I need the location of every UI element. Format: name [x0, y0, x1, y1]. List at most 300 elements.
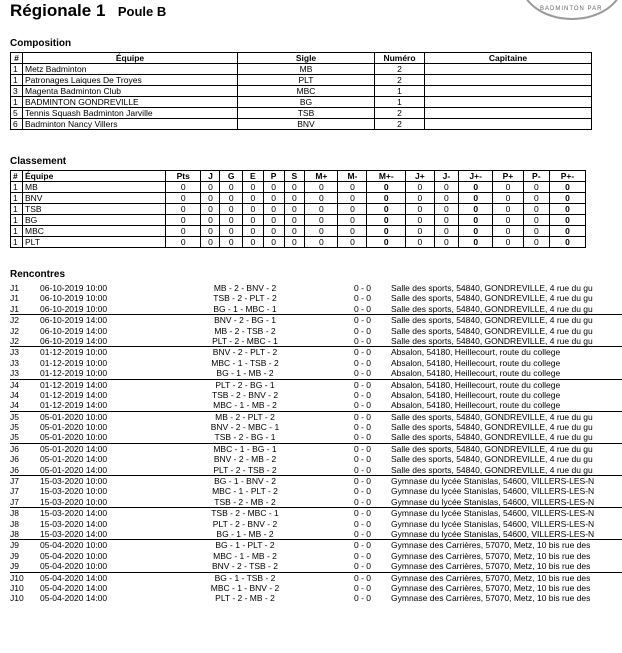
match-datetime: 15-03-2020 10:00 — [40, 486, 108, 497]
classement-col-header: P+- — [549, 171, 585, 182]
match-teams: TSB - 2 - BG - 1 — [214, 432, 276, 443]
match-score: 0 - 0 — [354, 593, 372, 604]
table-cell: 3 — [11, 86, 23, 97]
classement-col-header: P — [263, 171, 284, 182]
round-label: J2 — [10, 315, 19, 326]
match-datetime: 15-03-2020 14:00 — [40, 528, 108, 539]
table-cell: 0 — [367, 215, 406, 226]
table-cell: 0 — [406, 204, 435, 215]
match-score: 0 - 0 — [354, 315, 372, 326]
table-cell: 0 — [220, 182, 243, 193]
table-cell: 5 — [11, 108, 23, 119]
round-label: J4 — [10, 379, 19, 390]
match-score: 0 - 0 — [354, 347, 372, 358]
round-label: J1 — [10, 293, 19, 304]
match-row — [10, 507, 622, 518]
table-cell: TSB — [238, 108, 375, 119]
table-cell: 0 — [338, 182, 367, 193]
match-venue: Salle des sports, 54840, GONDREVILLE, 4 rue du gu — [391, 303, 593, 314]
match-score: 0 - 0 — [354, 325, 372, 336]
table-cell: 0 — [549, 237, 585, 248]
match-score: 0 - 0 — [354, 443, 372, 454]
classement-col-header: M- — [338, 171, 367, 182]
table-cell: 0 — [243, 226, 264, 237]
table-cell: 0 — [549, 226, 585, 237]
classement-col-header: M+ — [305, 171, 338, 182]
table-cell: 0 — [284, 182, 305, 193]
match-datetime: 05-01-2020 14:00 — [40, 454, 108, 465]
match-row — [10, 572, 622, 583]
table-row — [11, 75, 592, 86]
round-label: J9 — [10, 540, 19, 551]
table-cell: 0 — [338, 237, 367, 248]
match-teams: PLT - 2 - MB - 2 — [215, 593, 275, 604]
match-score: 0 - 0 — [354, 335, 372, 346]
round-label: J3 — [10, 347, 19, 358]
match-row — [10, 336, 622, 346]
table-cell: 0 — [459, 226, 493, 237]
match-score: 0 - 0 — [354, 528, 372, 539]
rencontres-list — [10, 283, 622, 604]
match-venue: Gymnase du lycée Stanislas, 54600, VILLERS-LES-N — [391, 518, 595, 529]
table-cell: 0 — [263, 204, 284, 215]
table-cell: 1 — [11, 97, 23, 108]
round-label: J7 — [10, 486, 19, 497]
classement-col-header: S — [284, 171, 305, 182]
match-row — [10, 539, 622, 550]
classement-col-header: G — [220, 171, 243, 182]
match-row — [10, 358, 622, 368]
match-row — [10, 465, 622, 475]
match-score: 0 - 0 — [354, 464, 372, 475]
match-datetime: 01-12-2019 10:00 — [40, 357, 108, 368]
table-cell: 0 — [338, 215, 367, 226]
match-row — [10, 379, 622, 390]
match-teams: BNV - 2 - MBC - 1 — [210, 422, 280, 433]
table-cell: 0 — [263, 237, 284, 248]
round-label: J5 — [10, 411, 19, 422]
table-cell: 1 — [11, 193, 23, 204]
table-row — [11, 226, 586, 237]
table-cell: 0 — [406, 193, 435, 204]
match-datetime: 06-10-2019 14:00 — [40, 315, 108, 326]
match-teams: BG - 1 - TSB - 2 — [214, 572, 276, 583]
match-venue: Gymnase des Carrières, 57070, Metz, 10 bis rue des — [391, 561, 591, 572]
table-cell: 0 — [523, 204, 549, 215]
match-row — [10, 346, 622, 357]
table-cell: 0 — [406, 215, 435, 226]
classement-col-header: Équipe — [23, 171, 166, 182]
table-cell: 0 — [434, 193, 458, 204]
match-score: 0 - 0 — [354, 496, 372, 507]
match-datetime: 01-12-2019 10:00 — [40, 368, 108, 379]
table-cell: 0 — [523, 182, 549, 193]
match-venue: Absalon, 54180, Heillecourt, route du college — [391, 368, 561, 379]
table-cell: 0 — [305, 182, 338, 193]
match-row — [10, 475, 622, 486]
match-venue: Gymnase du lycée Stanislas, 54600, VILLERS-LES-N — [391, 486, 595, 497]
match-venue: Gymnase du lycée Stanislas, 54600, VILLERS-LES-N — [391, 476, 595, 487]
table-cell: 0 — [434, 204, 458, 215]
match-venue: Gymnase du lycée Stanislas, 54600, VILLERS-LES-N — [391, 508, 595, 519]
round-label: J1 — [10, 283, 19, 293]
table-cell: 0 — [166, 204, 201, 215]
table-cell: 0 — [166, 226, 201, 237]
table-cell: MB — [238, 64, 375, 75]
match-score: 0 - 0 — [354, 476, 372, 487]
match-teams: MBC - 1 - BNV - 2 — [210, 582, 280, 593]
match-venue: Salle des sports, 54840, GONDREVILLE, 4 rue du gu — [391, 325, 593, 336]
match-datetime: 06-10-2019 10:00 — [40, 283, 108, 293]
table-cell: 0 — [367, 237, 406, 248]
table-cell: 0 — [284, 204, 305, 215]
table-cell: 2 — [375, 108, 425, 119]
table-cell: 0 — [220, 237, 243, 248]
match-row — [10, 486, 622, 496]
match-datetime: 06-10-2019 10:00 — [40, 303, 108, 314]
match-datetime: 05-01-2020 14:00 — [40, 464, 108, 475]
round-label: J1 — [10, 303, 19, 314]
match-score: 0 - 0 — [354, 486, 372, 497]
match-venue: Salle des sports, 54840, GONDREVILLE, 4 rue du gu — [391, 464, 593, 475]
table-cell: 1 — [375, 86, 425, 97]
match-datetime: 05-04-2020 10:00 — [40, 550, 108, 561]
table-cell: 2 — [375, 64, 425, 75]
match-teams: MBC - 1 - BG - 1 — [213, 443, 277, 454]
table-cell: 2 — [375, 119, 425, 130]
match-venue: Gymnase des Carrières, 57070, Metz, 10 bis rue des — [391, 582, 591, 593]
table-cell: 0 — [434, 215, 458, 226]
match-datetime: 06-10-2019 10:00 — [40, 293, 108, 304]
match-row — [10, 293, 622, 303]
table-cell: 0 — [243, 182, 264, 193]
table-cell: 0 — [459, 193, 493, 204]
composition-header-row — [11, 53, 592, 64]
competition-title: Régionale 1 — [10, 1, 106, 20]
round-label: J7 — [10, 476, 19, 487]
match-row — [10, 561, 622, 571]
composition-col-header: Capitaine — [425, 53, 592, 64]
match-venue: Gymnase du lycée Stanislas, 54600, VILLERS-LES-N — [391, 496, 595, 507]
table-cell: Tennis Squash Badminton Jarville — [23, 108, 238, 119]
round-label: J5 — [10, 422, 19, 433]
classement-table — [10, 170, 586, 248]
table-cell: 0 — [549, 204, 585, 215]
match-score: 0 - 0 — [354, 432, 372, 443]
table-cell: 0 — [493, 226, 523, 237]
match-teams: PLT - 2 - BNV - 2 — [212, 518, 278, 529]
match-teams: PLT - 2 - MBC - 1 — [212, 335, 278, 346]
match-datetime: 01-12-2019 14:00 — [40, 389, 108, 400]
match-score: 0 - 0 — [354, 357, 372, 368]
table-row — [11, 204, 586, 215]
round-label: J10 — [10, 593, 24, 604]
table-cell: 0 — [493, 193, 523, 204]
table-cell: 0 — [523, 226, 549, 237]
pool-title: Poule B — [117, 4, 167, 19]
table-cell: 0 — [263, 226, 284, 237]
table-row — [11, 64, 592, 75]
table-cell — [425, 75, 592, 86]
match-datetime: 05-04-2020 14:00 — [40, 572, 108, 583]
round-label: J4 — [10, 389, 19, 400]
match-datetime: 15-03-2020 14:00 — [40, 518, 108, 529]
table-row — [11, 119, 592, 130]
table-cell: 0 — [459, 182, 493, 193]
table-cell: 0 — [493, 237, 523, 248]
match-teams: BG - 1 - MB - 2 — [216, 528, 274, 539]
table-cell: 0 — [367, 182, 406, 193]
composition-col-header: # — [11, 53, 23, 64]
match-datetime: 06-10-2019 14:00 — [40, 335, 108, 346]
table-cell: 0 — [243, 193, 264, 204]
classement-col-header: P- — [523, 171, 549, 182]
table-cell: 0 — [263, 182, 284, 193]
round-label: J5 — [10, 432, 19, 443]
match-teams: MBC - 1 - TSB - 2 — [211, 357, 279, 368]
match-teams: PLT - 2 - BG - 1 — [215, 379, 275, 390]
table-cell: 0 — [406, 226, 435, 237]
table-cell: 0 — [493, 215, 523, 226]
match-teams: BG - 1 - BNV - 2 — [214, 476, 276, 487]
match-row — [10, 400, 622, 410]
table-cell: 0 — [243, 204, 264, 215]
match-teams: BNV - 2 - PLT - 2 — [212, 347, 278, 358]
table-cell: 0 — [305, 215, 338, 226]
match-teams: BNV - 2 - MB - 2 — [213, 454, 277, 465]
table-cell: PLT — [23, 237, 166, 248]
match-venue: Gymnase des Carrières, 57070, Metz, 10 bis rue des — [391, 593, 591, 604]
table-cell: BNV — [238, 119, 375, 130]
match-row — [10, 583, 622, 593]
table-cell: 0 — [367, 193, 406, 204]
round-label: J3 — [10, 368, 19, 379]
composition-col-header: Numéro — [375, 53, 425, 64]
match-datetime: 05-01-2020 14:00 — [40, 443, 108, 454]
table-cell: 0 — [201, 237, 220, 248]
table-cell: 0 — [338, 193, 367, 204]
table-cell — [425, 119, 592, 130]
match-venue: Salle des sports, 54840, GONDREVILLE, 4 rue du gu — [391, 293, 593, 304]
table-cell: 0 — [201, 226, 220, 237]
match-row — [10, 443, 622, 454]
match-datetime: 01-12-2019 14:00 — [40, 400, 108, 411]
classement-col-header: E — [243, 171, 264, 182]
table-cell: PLT — [238, 75, 375, 86]
club-seal-logo — [520, 0, 622, 20]
match-teams: MBC - 1 - MB - 2 — [213, 550, 277, 561]
classement-col-header: # — [11, 171, 23, 182]
match-datetime: 05-04-2020 14:00 — [40, 582, 108, 593]
match-venue: Gymnase des Carrières, 57070, Metz, 10 bis rue des — [391, 540, 591, 551]
table-cell: 0 — [305, 226, 338, 237]
table-cell: 0 — [263, 215, 284, 226]
table-cell: 0 — [523, 215, 549, 226]
match-score: 0 - 0 — [354, 411, 372, 422]
table-cell: 0 — [284, 193, 305, 204]
table-cell: 0 — [549, 215, 585, 226]
table-cell: 1 — [375, 97, 425, 108]
table-cell: Patronages Laiques De Troyes — [23, 75, 238, 86]
match-datetime: 05-04-2020 10:00 — [40, 561, 108, 572]
table-cell: MB — [23, 182, 166, 193]
match-datetime: 05-01-2020 10:00 — [40, 432, 108, 443]
table-cell — [425, 64, 592, 75]
match-row — [10, 593, 622, 603]
match-row — [10, 368, 622, 378]
table-cell: 1 — [11, 226, 23, 237]
table-cell: 0 — [523, 193, 549, 204]
match-score: 0 - 0 — [354, 561, 372, 572]
table-cell: 0 — [523, 237, 549, 248]
match-score: 0 - 0 — [354, 283, 372, 293]
match-venue: Salle des sports, 54840, GONDREVILLE, 4 rue du gu — [391, 443, 593, 454]
table-row — [11, 86, 592, 97]
round-label: J10 — [10, 572, 24, 583]
table-cell: 0 — [284, 237, 305, 248]
composition-table — [10, 52, 592, 130]
match-row — [10, 551, 622, 561]
match-score: 0 - 0 — [354, 293, 372, 304]
match-score: 0 - 0 — [354, 572, 372, 583]
table-cell: 0 — [406, 237, 435, 248]
table-cell: Metz Badminton — [23, 64, 238, 75]
match-score: 0 - 0 — [354, 540, 372, 551]
match-score: 0 - 0 — [354, 389, 372, 400]
match-score: 0 - 0 — [354, 518, 372, 529]
classement-col-header: J- — [434, 171, 458, 182]
table-row — [11, 97, 592, 108]
classement-col-header: J — [201, 171, 220, 182]
match-score: 0 - 0 — [354, 582, 372, 593]
match-venue: Absalon, 54180, Heillecourt, route du college — [391, 357, 561, 368]
table-cell: 0 — [166, 193, 201, 204]
match-score: 0 - 0 — [354, 422, 372, 433]
match-row — [10, 283, 622, 293]
round-label: J2 — [10, 335, 19, 346]
match-venue: Absalon, 54180, Heillecourt, route du college — [391, 347, 561, 358]
table-row — [11, 108, 592, 119]
round-label: J4 — [10, 400, 19, 411]
match-row — [10, 422, 622, 432]
match-datetime: 15-03-2020 14:00 — [40, 508, 108, 519]
match-venue: Salle des sports, 54840, GONDREVILLE, 4 rue du gu — [391, 454, 593, 465]
table-cell — [425, 86, 592, 97]
table-cell: MBC — [238, 86, 375, 97]
round-label: J8 — [10, 528, 19, 539]
table-cell: 1 — [11, 215, 23, 226]
match-row — [10, 314, 622, 325]
table-cell: 0 — [284, 226, 305, 237]
match-datetime: 05-01-2020 10:00 — [40, 422, 108, 433]
table-cell: Badminton Nancy Villers — [23, 119, 238, 130]
match-row — [10, 411, 622, 422]
match-venue: Salle des sports, 54840, GONDREVILLE, 4 rue du gu — [391, 432, 593, 443]
match-teams: BG - 1 - MBC - 1 — [213, 303, 277, 314]
match-teams: MB - 2 - BNV - 2 — [213, 283, 277, 293]
table-cell: 0 — [166, 215, 201, 226]
table-cell: 0 — [166, 182, 201, 193]
round-label: J7 — [10, 496, 19, 507]
table-cell: 0 — [367, 204, 406, 215]
match-venue: Gymnase des Carrières, 57070, Metz, 10 bis rue des — [391, 550, 591, 561]
table-cell: 0 — [166, 237, 201, 248]
table-cell: 0 — [243, 237, 264, 248]
match-row — [10, 390, 622, 400]
match-venue: Gymnase des Carrières, 57070, Metz, 10 bis rue des — [391, 572, 591, 583]
match-venue: Gymnase du lycée Stanislas, 54600, VILLERS-LES-N — [391, 528, 595, 539]
match-datetime: 15-03-2020 10:00 — [40, 496, 108, 507]
match-row — [10, 304, 622, 314]
table-cell: 0 — [305, 237, 338, 248]
match-venue: Salle des sports, 54840, GONDREVILLE, 4 rue du gu — [391, 422, 593, 433]
table-cell: 0 — [549, 193, 585, 204]
table-cell: 0 — [338, 204, 367, 215]
round-label: J2 — [10, 325, 19, 336]
classement-heading: Classement — [10, 156, 67, 167]
round-label: J8 — [10, 508, 19, 519]
match-teams: BG - 1 - MB - 2 — [216, 368, 274, 379]
match-teams: BNV - 2 - BG - 1 — [214, 315, 276, 326]
match-teams: MBC - 1 - PLT - 2 — [212, 486, 278, 497]
round-label: J10 — [10, 582, 24, 593]
seal-text: BADMINTON PAR — [540, 6, 603, 12]
match-teams: TSB - 2 - BNV - 2 — [211, 389, 279, 400]
match-score: 0 - 0 — [354, 454, 372, 465]
classement-col-header: J+- — [459, 171, 493, 182]
table-cell: 0 — [201, 193, 220, 204]
table-cell: 1 — [11, 64, 23, 75]
match-score: 0 - 0 — [354, 550, 372, 561]
table-cell — [425, 97, 592, 108]
table-cell: 0 — [220, 226, 243, 237]
match-teams: BNV - 2 - TSB - 2 — [212, 561, 278, 572]
match-venue: Salle des sports, 54840, GONDREVILLE, 4 rue du gu — [391, 335, 593, 346]
page-title — [10, 1, 166, 21]
table-cell: 2 — [375, 75, 425, 86]
match-teams: TSB - 2 - MB - 2 — [214, 496, 276, 507]
match-score: 0 - 0 — [354, 400, 372, 411]
match-teams: MBC - 1 - MB - 2 — [213, 400, 277, 411]
table-cell: 0 — [243, 215, 264, 226]
table-row — [11, 215, 586, 226]
table-row — [11, 237, 586, 248]
classement-col-header: M+- — [367, 171, 406, 182]
match-datetime: 01-12-2019 10:00 — [40, 347, 108, 358]
match-teams: TSB - 2 - PLT - 2 — [213, 293, 277, 304]
match-teams: MB - 2 - TSB - 2 — [214, 325, 276, 336]
round-label: J8 — [10, 518, 19, 529]
match-venue: Salle des sports, 54840, GONDREVILLE, 4 rue du gu — [391, 411, 593, 422]
match-teams: TSB - 2 - MBC - 1 — [211, 508, 279, 519]
round-label: J9 — [10, 561, 19, 572]
match-venue: Absalon, 54180, Heillecourt, route du college — [391, 389, 561, 400]
table-cell: 0 — [220, 193, 243, 204]
table-cell: Magenta Badminton Club — [23, 86, 238, 97]
match-venue: Salle des sports, 54840, GONDREVILLE, 4 rue du gu — [391, 315, 593, 326]
table-cell: 6 — [11, 119, 23, 130]
match-venue: Absalon, 54180, Heillecourt, route du college — [391, 400, 561, 411]
table-cell: 1 — [11, 237, 23, 248]
match-score: 0 - 0 — [354, 303, 372, 314]
table-cell: 0 — [459, 237, 493, 248]
table-cell: 0 — [305, 193, 338, 204]
match-datetime: 15-03-2020 10:00 — [40, 476, 108, 487]
table-cell: 1 — [11, 182, 23, 193]
match-row — [10, 519, 622, 529]
composition-body — [11, 64, 592, 130]
table-cell: BNV — [23, 193, 166, 204]
